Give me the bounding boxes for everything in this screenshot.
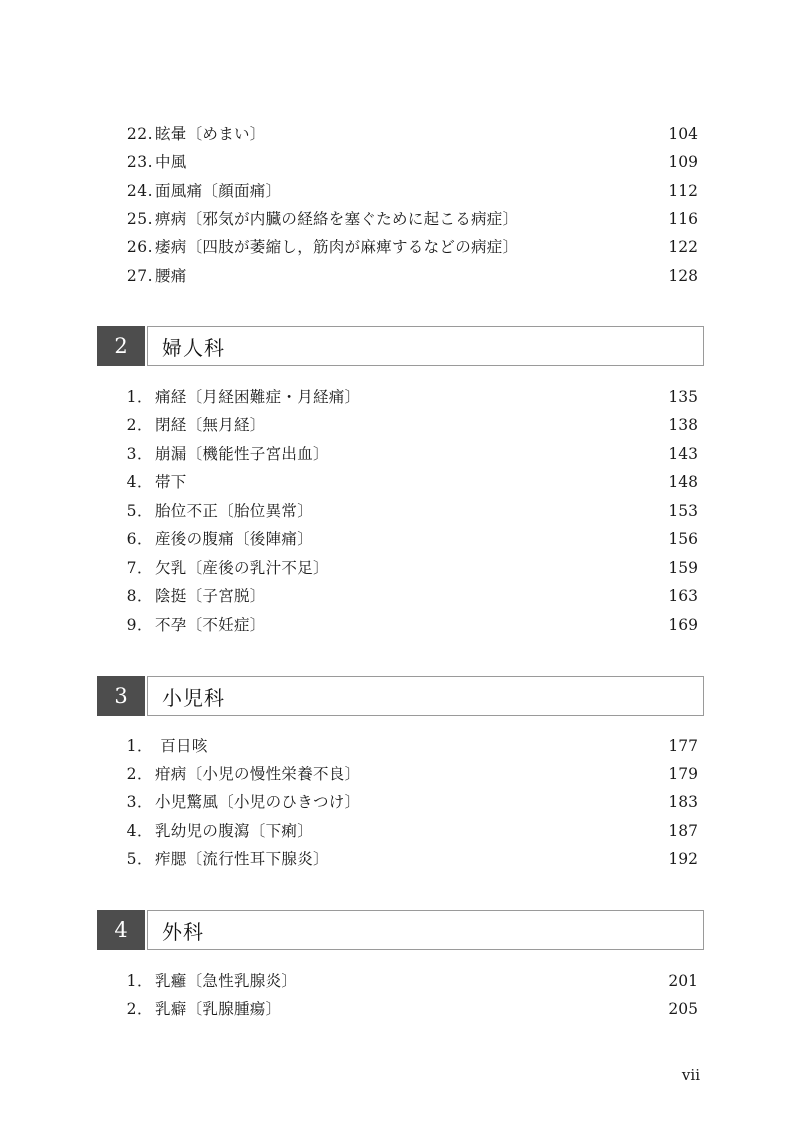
toc-entry[interactable] (112, 585, 698, 607)
entry-page-number: 153 (668, 502, 698, 520)
entry-page-number: 205 (668, 1000, 698, 1018)
entry-number: 7． (126, 559, 153, 577)
entry-page-number: 138 (668, 416, 698, 434)
entry-page-number: 187 (668, 822, 698, 840)
entry-page-number: 135 (668, 388, 698, 406)
toc-entry[interactable] (112, 848, 698, 870)
leader-dots (524, 208, 662, 230)
toc-entry[interactable] (112, 970, 698, 992)
toc-entry[interactable] (112, 265, 698, 287)
toc-entry[interactable] (112, 735, 698, 757)
toc-entry[interactable] (112, 180, 698, 202)
entry-title: 小児驚風〔小児のひきつけ〕 (155, 793, 361, 811)
entry-page-number: 201 (668, 972, 698, 990)
entry-page-number: 179 (668, 765, 698, 783)
leader-dots (207, 265, 662, 287)
leader-dots (319, 500, 662, 522)
leader-dots (366, 791, 662, 813)
entry-title: 痛経〔月経困難症・月経痛〕 (155, 388, 361, 406)
leader-dots (272, 585, 662, 607)
entry-number: 27. (126, 267, 153, 285)
entry-title: 不孕〔不妊症〕 (155, 616, 266, 634)
entry-number: 24. (126, 182, 153, 200)
section-number-badge: 3 (97, 676, 145, 716)
entry-title: 閉経〔無月経〕 (155, 416, 266, 434)
entry-page-number: 143 (668, 445, 698, 463)
leader-dots (524, 236, 662, 258)
leader-dots (319, 820, 662, 842)
entry-page-number: 109 (668, 153, 698, 171)
leader-dots (214, 735, 662, 757)
section-title: 婦人科 (147, 326, 704, 366)
entry-title: 面風痛〔顔面痛〕 (155, 182, 282, 200)
entry-page-number: 183 (668, 793, 698, 811)
leader-dots (335, 557, 662, 579)
leader-dots (287, 998, 662, 1020)
leader-dots (207, 151, 662, 173)
entry-page-number: 128 (668, 267, 698, 285)
entry-title: 痄腮〔流行性耳下腺炎〕 (155, 850, 329, 868)
section-header-surgery[interactable] (97, 910, 704, 950)
toc-entry[interactable] (112, 557, 698, 579)
leader-dots (319, 528, 662, 550)
entry-title: 崩漏〔機能性子宮出血〕 (155, 445, 329, 463)
entry-number: 25. (126, 210, 153, 228)
entry-number: 2． (126, 1000, 153, 1018)
entry-number: 1． (126, 972, 153, 990)
toc-entry[interactable] (112, 528, 698, 550)
entry-number: 5． (126, 502, 153, 520)
entry-title: 中風 (155, 153, 187, 171)
entry-page-number: 122 (668, 238, 698, 256)
entry-title: 陰挺〔子宮脱〕 (155, 587, 266, 605)
entry-number: 26. (126, 238, 153, 256)
entry-page-number: 148 (668, 473, 698, 491)
entry-number: 2． (126, 765, 153, 783)
toc-entry[interactable] (112, 614, 698, 636)
entry-number: 5． (126, 850, 153, 868)
entry-title: 乳幼児の腹瀉〔下痢〕 (155, 822, 314, 840)
entry-page-number: 192 (668, 850, 698, 868)
entry-page-number: 112 (668, 182, 698, 200)
entry-page-number: 159 (668, 559, 698, 577)
entry-page-number: 177 (668, 737, 698, 755)
entry-title: 腰痛 (155, 267, 187, 285)
entry-title: 胎位不正〔胎位異常〕 (155, 502, 314, 520)
toc-entry[interactable] (112, 500, 698, 522)
leader-dots (272, 123, 662, 145)
entry-number: 6． (126, 530, 153, 548)
entry-number: 4． (126, 822, 153, 840)
leader-dots (303, 970, 662, 992)
section-header-pediatrics[interactable] (97, 676, 704, 716)
entry-number: 1． (126, 388, 153, 406)
toc-entry[interactable] (112, 236, 698, 258)
leader-dots (272, 614, 662, 636)
leader-dots (272, 414, 662, 436)
section-title: 外科 (147, 910, 704, 950)
leader-dots (366, 386, 662, 408)
entry-title: 痹病〔邪気が内臓の経絡を塞ぐために起こる病症〕 (155, 210, 519, 228)
entry-number: 8． (126, 587, 153, 605)
entry-page-number: 116 (668, 210, 698, 228)
toc-entry[interactable] (112, 123, 698, 145)
toc-entry[interactable] (112, 386, 698, 408)
entry-title: 乳癰〔急性乳腺炎〕 (155, 972, 298, 990)
entry-page-number: 104 (668, 125, 698, 143)
toc-entry[interactable] (112, 820, 698, 842)
entry-number: 9． (126, 616, 153, 634)
entry-title: 眩暈〔めまい〕 (155, 125, 266, 143)
entry-title: 欠乳〔産後の乳汁不足〕 (155, 559, 329, 577)
section-number-badge: 4 (97, 910, 145, 950)
entry-number: 2． (126, 416, 153, 434)
entry-title: 疳病〔小児の慢性栄養不良〕 (155, 765, 361, 783)
section-header-gynecology[interactable] (97, 326, 704, 366)
entry-page-number: 169 (668, 616, 698, 634)
entry-number: 1． (126, 737, 153, 755)
entry-number: 23. (126, 153, 153, 171)
entry-number: 4． (126, 473, 153, 491)
entry-number: 3． (126, 793, 153, 811)
toc-entry[interactable] (112, 151, 698, 173)
toc-entry[interactable] (112, 998, 698, 1020)
leader-dots (287, 180, 662, 202)
entry-page-number: 163 (668, 587, 698, 605)
entry-title: 帯下 (155, 473, 187, 491)
entry-number: 22. (126, 125, 153, 143)
toc-entry[interactable] (112, 443, 698, 465)
toc-entry[interactable] (112, 471, 698, 493)
page-folio: vii (681, 1066, 700, 1084)
leader-dots (366, 763, 662, 785)
entry-title: 産後の腹痛〔後陣痛〕 (155, 530, 314, 548)
toc-entry[interactable] (112, 791, 698, 813)
entry-title: 百日咳 (155, 737, 208, 755)
leader-dots (207, 471, 662, 493)
toc-entry[interactable] (112, 414, 698, 436)
entry-title: 乳癖〔乳腺腫瘍〕 (155, 1000, 282, 1018)
leader-dots (335, 443, 662, 465)
entry-number: 3． (126, 445, 153, 463)
section-number-badge: 2 (97, 326, 145, 366)
toc-entry[interactable] (112, 763, 698, 785)
entry-page-number: 156 (668, 530, 698, 548)
leader-dots (335, 848, 662, 870)
entry-title: 痿病〔四肢が萎縮し，筋肉が麻痺するなどの病症〕 (155, 238, 519, 256)
section-title: 小児科 (147, 676, 704, 716)
toc-entry[interactable] (112, 208, 698, 230)
